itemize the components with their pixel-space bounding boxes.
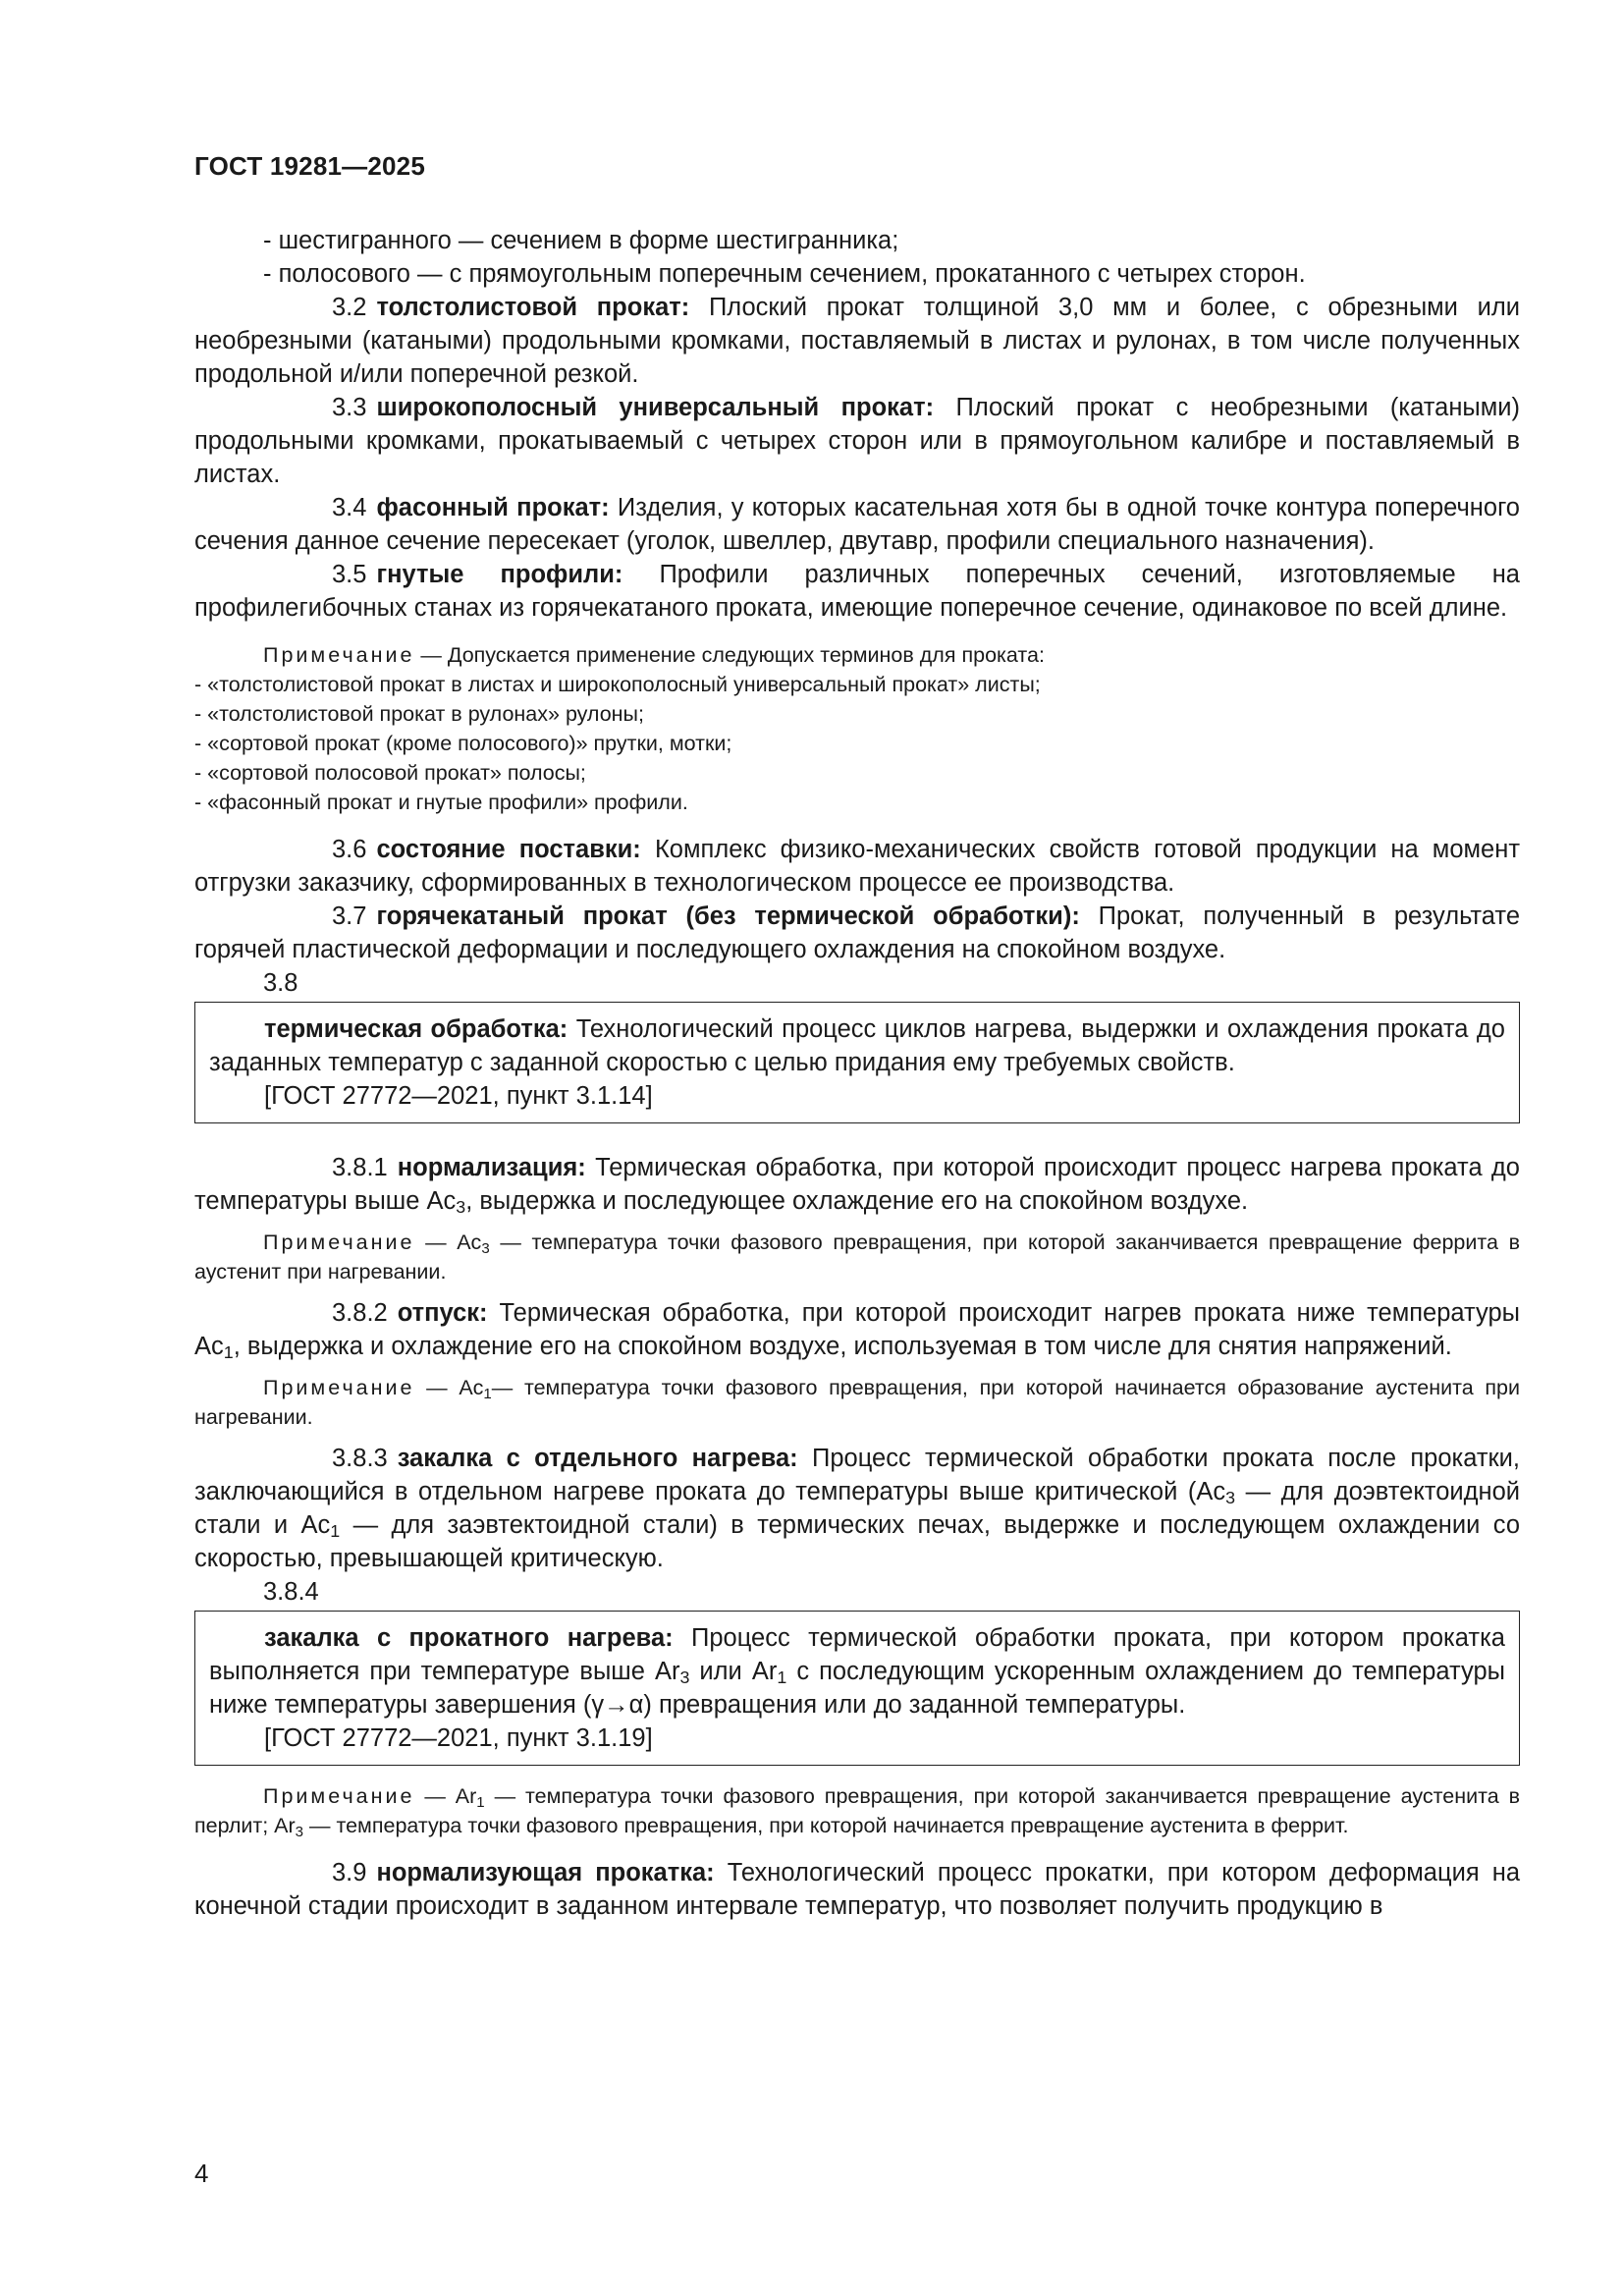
note-line: - «толстолистовой прокат в рулонах» рулоны; bbox=[194, 702, 644, 726]
note-terms: Примечание — Допускается применение следующих терминов для проката: - «толстолистовой прокат в листах и широкополосный универсальный прокат» листы; - «толстолистовой прокат в рулонах» рулоны; - «сортовой прокат (кроме полосового)» прутки, мотки; - «сортовой полосовой прокат» полосы; - «фасонный прокат и гнутые профили» профили. bbox=[194, 640, 1520, 817]
term: нормализующая прокатка: bbox=[376, 1859, 715, 1886]
clause-3-2: 3.2 толстолистовой прокат: Плоский прокат толщиной 3,0 мм и более, с обрезными или необрезными (катаными) продольными кромками, поставляемый в листах и рулонах, в том числе полученных продольной и/или поперечной резкой. bbox=[194, 294, 1520, 388]
reference: [ГОСТ 27772—2021, пункт 3.1.19] bbox=[264, 1724, 653, 1752]
clause-3-9: 3.9 нормализующая прокатка: Технологический процесс прокатки, при котором деформация на конечной стадии происходит в заданном интервале температур, что позволяет получить продукцию в bbox=[194, 1859, 1521, 1920]
note-line: - «толстолистовой прокат в листах и широкополосный универсальный прокат» листы; bbox=[194, 673, 1041, 696]
clause-3-8-2: 3.8.2 отпуск: Термическая обработка, при которой происходит нагрев проката ниже температуры $Ас_1$, выдержка и охлаждение его на спокойном воздухе, используемая в том числе для снятия напряжений. bbox=[194, 1299, 1520, 1362]
clause-3-3: 3.3 широкополосный универсальный прокат: Плоский прокат с необрезными (катаными) продольными кромками, прокатываемый с четырех сторон или в прямоугольном калибре и поставляемый в листах. bbox=[194, 394, 1520, 488]
term: фасонный прокат: bbox=[376, 494, 610, 521]
document-header: ГОСТ 19281—2025 bbox=[194, 151, 425, 181]
note-ac3: Примечание — $Ас_3$ — температура точки фазового превращения, при которой заканчивается превращение феррита в аустенит при нагревании. bbox=[194, 1230, 1520, 1284]
term: гнутые профили: bbox=[376, 561, 623, 588]
note-line: - «сортовой полосовой прокат» полосы; bbox=[194, 761, 586, 785]
reference: [ГОСТ 27772—2021, пункт 3.1.14] bbox=[264, 1082, 653, 1110]
clause-3-6: 3.6 состояние поставки: Комплекс физико-механических свойств готовой продукции на момент отгрузки заказчику, сформированных в технологическом процессе ее производства. bbox=[194, 836, 1520, 897]
page-content bbox=[194, 224, 1520, 1923]
note-label: Примечание bbox=[263, 643, 415, 667]
term: нормализация: bbox=[397, 1154, 586, 1181]
term: закалка с прокатного нагрева: bbox=[264, 1624, 674, 1652]
term: толстолистовой прокат: bbox=[376, 294, 690, 321]
note-line: - «фасонный прокат и гнутые профили» профили. bbox=[194, 791, 688, 814]
clause-3-7: 3.7 горячекатаный прокат (без термической обработки): Прокат, полученный в результате горячей пластической деформации и последующего охлаждения на спокойном воздухе. bbox=[194, 902, 1520, 963]
clause-3-8-3: 3.8.3 закалка с отдельного нагрева: Процесс термической обработки проката после прокатки, заключающийся в отдельном нагреве проката до температуры выше критической ($Ас_3$ — для доэвтектоидной стали и $Ас_1$ — для заэвтектоидной стали) в термических печах, выдержке и последующем охлаждении со скоростью, превышающей критическую. bbox=[194, 1445, 1521, 1572]
clause-3-8-1: 3.8.1 нормализация: Термическая обработка, при которой происходит процесс нагрева проката до температуры выше $Ас_3$, выдержка и последующее охлаждение его на спокойном воздухе. bbox=[194, 1154, 1520, 1217]
clause-3-8-4-number: 3.8.4 bbox=[263, 1578, 319, 1606]
list-line-strip: - полосового — с прямоугольным поперечным сечением, прокатанного с четырех сторон. bbox=[263, 260, 1306, 288]
term: закалка с отдельного нагрева: bbox=[397, 1445, 798, 1472]
term: широкополосный универсальный прокат: bbox=[376, 394, 935, 421]
term: термическая обработка: bbox=[264, 1015, 568, 1043]
list-line-hexagonal: - шестигранного — сечением в форме шестигранника; bbox=[263, 227, 899, 254]
boxed-definition-heat-treatment: термическая обработка: Технологический процесс циклов нагрева, выдержки и охлаждения проката до заданных температур с заданной скоростью с целью придания ему требуемых свойств. [ГОСТ 27772—2021, пункт 3.1.14] bbox=[194, 1002, 1520, 1123]
note-ac1: Примечание — $Ас_1—$ температура точки фазового превращения, при которой начинается образование аустенита при нагревании. bbox=[194, 1376, 1520, 1429]
term: состояние поставки: bbox=[376, 836, 641, 863]
clause-3-5: 3.5 гнутые профили: Профили различных поперечных сечений, изготовляемые на профилегибочных станах из горячекатаного проката, имеющие поперечное сечение, одинаковое по всей длине. bbox=[194, 561, 1520, 622]
page-number: 4 bbox=[194, 2159, 209, 2188]
note-ar: Примечание — $Ar_1$ — температура точки фазового превращения, при которой заканчивается превращение аустенита в перлит; $Ar_3$ — температура точки фазового превращения, при которой начинается превращение аустенита в феррит. bbox=[194, 1784, 1520, 1840]
clause-3-4: 3.4 фасонный прокат: Изделия, у которых касательная хотя бы в одной точке контура поперечного сечения данное сечение пересекает (уголок, швеллер, двутавр, профили специального назначения). bbox=[194, 494, 1520, 555]
boxed-definition-rolling-quench: закалка с прокатного нагрева: Процесс термической обработки проката, при котором прокатка выполняется при температуре выше $Ar_3$ или $Ar_1$ с последующим ускоренным охлаждением до температуры ниже температуры завершения (γ→α) превращения или до заданной температуры. [ГОСТ 27772—2021, пункт 3.1.19] bbox=[194, 1611, 1520, 1766]
term: отпуск: bbox=[397, 1299, 488, 1327]
note-line: - «сортовой прокат (кроме полосового)» прутки, мотки; bbox=[194, 732, 732, 755]
term: горячекатаный прокат (без термической обработки): bbox=[376, 902, 1080, 930]
clause-3-8-number: 3.8 bbox=[263, 969, 298, 997]
